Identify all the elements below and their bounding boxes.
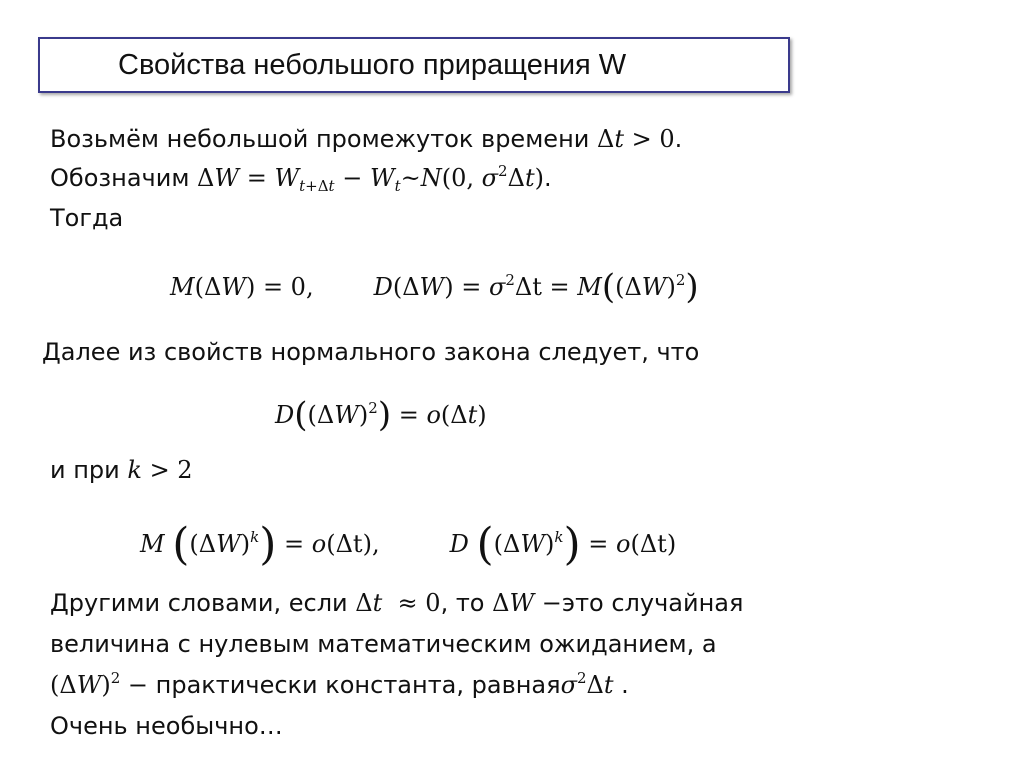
- text-line-10: величина с нулевым математическим ожиданием, а: [50, 630, 717, 658]
- text-line-9: [50, 591, 743, 615]
- formula-variance-square: $D((\Delta W)^2) = o(\Delta t)$: [275, 395, 487, 435]
- line9-text-b: , то: [440, 589, 493, 617]
- formula-k-greater: k > 2: [127, 456, 193, 484]
- line2-text: Обозначим: [50, 164, 198, 192]
- text-line-3: Тогда: [50, 204, 124, 232]
- formula-mean-variance: M(ΔW) = 0, $D(\Delta W) = \sigma^2\Delta t = M((\Delta W)^2)$: [170, 267, 699, 307]
- line11-end: .: [613, 671, 629, 699]
- line9-text-c: это случайная: [561, 589, 744, 617]
- line7-text: и при: [50, 456, 128, 484]
- text-line-1: Возьмём небольшой промежуток времени Δt > 0.: [50, 125, 683, 153]
- text-line-2: Обозначим $\Delta W = W_{t+\Delta t}$ − $W_t\sim N(0$, $\sigma^2\Delta t$).: [50, 162, 552, 195]
- formula-dw-squared: $(\Delta W)^2$ −: [50, 669, 149, 699]
- formula-dt-positive: Δt > 0: [596, 125, 675, 153]
- formula-sigma-dt: $\sigma^2\Delta t$: [560, 669, 614, 699]
- text-line-7: [50, 458, 193, 482]
- text-line-11: [50, 669, 629, 699]
- text-line-5: Далее из свойств нормального закона следует, что: [42, 338, 700, 366]
- formula-higher-moments: M $((\Delta W)^k) = o(\Delta t)$, D $((\Delta W)^k) = o(\Delta t)$: [140, 519, 677, 570]
- line9-text-a: Другими словами, если: [50, 589, 356, 617]
- formula-dw: ΔW −: [492, 589, 562, 617]
- formula-dt-approx-zero: Δt ≈ 0: [355, 589, 441, 617]
- line11-text: практически константа, равная: [148, 671, 561, 699]
- formula-increment-def: $\Delta W = W_{t+\Delta t}$ − $W_t\sim N(0$, $\sigma^2\Delta t$): [197, 162, 544, 195]
- line1-text: Возьмём небольшой промежуток времени: [50, 125, 597, 153]
- slide-title: Свойства небольшого приращения W: [118, 49, 627, 81]
- text-line-12: Очень необычно…: [50, 712, 283, 740]
